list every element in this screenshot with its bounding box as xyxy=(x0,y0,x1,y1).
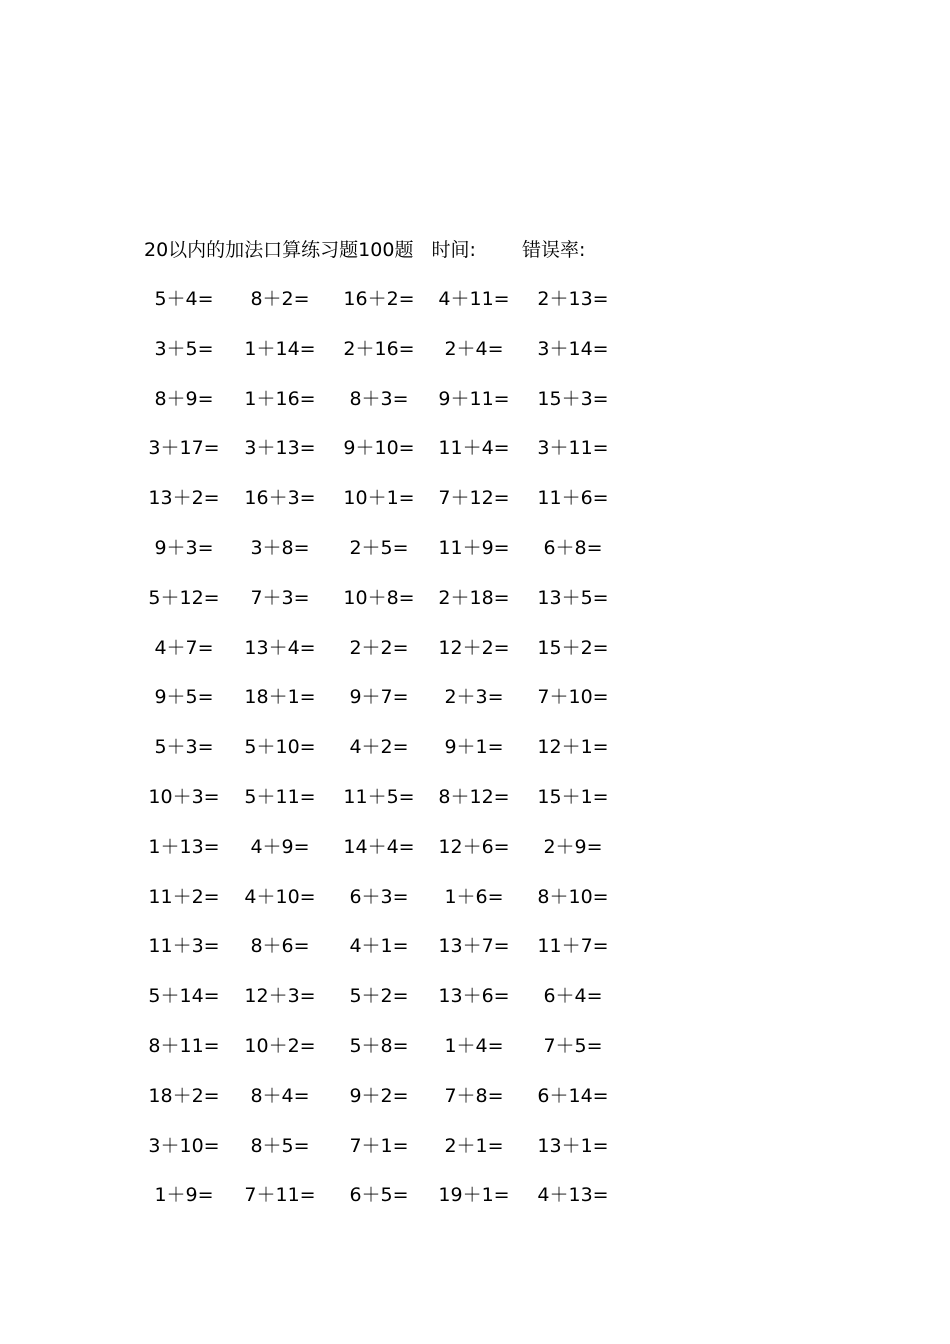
addition-problem: 3＋11= xyxy=(537,437,609,460)
addition-problem: 3＋10= xyxy=(148,1134,220,1157)
time-label: 时间: xyxy=(431,239,476,261)
addition-problem: 9＋3= xyxy=(154,537,214,559)
problem-row xyxy=(0,732,950,762)
addition-problem: 3＋8= xyxy=(250,537,310,559)
addition-problem: 5＋3= xyxy=(154,736,214,759)
addition-problem: 11＋3= xyxy=(148,935,220,958)
addition-problem: 19＋1= xyxy=(438,1184,510,1207)
addition-problem: 7＋12= xyxy=(438,487,510,510)
addition-problem: 2＋13= xyxy=(537,288,609,310)
addition-problem: 5＋14= xyxy=(148,985,220,1008)
addition-problem: 5＋2= xyxy=(349,985,409,1008)
addition-problem: 15＋1= xyxy=(537,786,609,808)
addition-problem: 12＋3= xyxy=(244,985,316,1008)
addition-problem: 13＋6= xyxy=(438,985,510,1008)
addition-problem: 4＋10= xyxy=(244,885,316,908)
addition-problem: 4＋13= xyxy=(537,1184,609,1207)
addition-problem: 1＋14= xyxy=(244,337,316,360)
problem-row xyxy=(0,384,950,414)
addition-problem: 3＋17= xyxy=(148,437,220,460)
addition-problem: 4＋2= xyxy=(349,736,409,759)
addition-problem: 7＋10= xyxy=(537,686,609,709)
addition-problem: 12＋1= xyxy=(537,736,609,759)
addition-problem: 10＋1= xyxy=(343,487,415,510)
problem-row xyxy=(0,981,950,1011)
addition-problem: 7＋1= xyxy=(349,1134,409,1157)
addition-problem: 9＋1= xyxy=(444,736,504,759)
addition-problem: 1＋4= xyxy=(444,1035,504,1057)
addition-problem: 2＋3= xyxy=(444,686,504,709)
addition-problem: 16＋2= xyxy=(343,288,415,310)
addition-problem: 16＋3= xyxy=(244,487,316,510)
problem-row xyxy=(0,882,950,912)
problem-row xyxy=(0,533,950,563)
addition-problem: 7＋11= xyxy=(244,1184,316,1207)
problem-row xyxy=(0,832,950,862)
addition-problem: 9＋2= xyxy=(349,1084,409,1107)
addition-problem: 6＋8= xyxy=(543,537,603,559)
addition-problem: 12＋6= xyxy=(438,835,510,858)
addition-problem: 2＋4= xyxy=(444,337,504,360)
addition-problem: 11＋7= xyxy=(537,935,609,958)
addition-problem: 2＋18= xyxy=(438,586,510,609)
problem-row xyxy=(0,433,950,463)
addition-problem: 9＋5= xyxy=(154,686,214,709)
addition-problem: 10＋8= xyxy=(343,586,415,609)
problem-row xyxy=(0,1131,950,1161)
addition-problem: 13＋4= xyxy=(244,636,316,659)
problem-row xyxy=(0,931,950,961)
addition-problem: 10＋2= xyxy=(244,1035,316,1057)
addition-problem: 15＋2= xyxy=(537,636,609,659)
addition-problem: 8＋9= xyxy=(154,387,214,410)
addition-problem: 5＋4= xyxy=(154,288,214,310)
addition-problem: 13＋2= xyxy=(148,487,220,510)
addition-problem: 2＋1= xyxy=(444,1134,504,1157)
addition-problem: 7＋5= xyxy=(543,1035,603,1057)
addition-problem: 3＋13= xyxy=(244,437,316,460)
addition-problem: 2＋5= xyxy=(349,537,409,559)
addition-problem: 8＋3= xyxy=(349,387,409,410)
addition-problem: 18＋1= xyxy=(244,686,316,709)
addition-problem: 13＋7= xyxy=(438,935,510,958)
addition-problem: 11＋2= xyxy=(148,885,220,908)
addition-problem: 4＋9= xyxy=(250,835,310,858)
problem-row xyxy=(0,1031,950,1061)
addition-problem: 8＋10= xyxy=(537,885,609,908)
addition-problem: 11＋5= xyxy=(343,786,415,808)
addition-problem: 8＋11= xyxy=(148,1035,220,1057)
addition-problem: 6＋4= xyxy=(543,985,603,1008)
addition-problem: 11＋9= xyxy=(438,537,510,559)
addition-problem: 2＋16= xyxy=(343,337,415,360)
addition-problem: 9＋7= xyxy=(349,686,409,709)
addition-problem: 11＋6= xyxy=(537,487,609,510)
addition-problem: 4＋11= xyxy=(438,288,510,310)
addition-problem: 6＋3= xyxy=(349,885,409,908)
error-rate-label: 错误率: xyxy=(521,239,586,261)
addition-problem: 9＋11= xyxy=(438,387,510,410)
addition-problem: 8＋12= xyxy=(438,786,510,808)
problem-row xyxy=(0,1081,950,1111)
addition-problem: 11＋4= xyxy=(438,437,510,460)
addition-problem: 7＋8= xyxy=(444,1084,504,1107)
addition-problem: 3＋14= xyxy=(537,337,609,360)
problem-row xyxy=(0,483,950,513)
addition-problem: 8＋2= xyxy=(250,288,310,310)
addition-problem: 3＋5= xyxy=(154,337,214,360)
addition-problem: 2＋9= xyxy=(543,835,603,858)
addition-problem: 2＋2= xyxy=(349,636,409,659)
addition-problem: 8＋6= xyxy=(250,935,310,958)
problem-row xyxy=(0,284,950,314)
addition-problem: 5＋11= xyxy=(244,786,316,808)
addition-problem: 8＋4= xyxy=(250,1084,310,1107)
addition-problem: 9＋10= xyxy=(343,437,415,460)
addition-problem: 10＋3= xyxy=(148,786,220,808)
addition-problem: 15＋3= xyxy=(537,387,609,410)
addition-problem: 12＋2= xyxy=(438,636,510,659)
problem-row xyxy=(0,782,950,812)
addition-problem: 5＋8= xyxy=(349,1035,409,1057)
addition-problem: 5＋10= xyxy=(244,736,316,759)
addition-problem: 1＋6= xyxy=(444,885,504,908)
worksheet-title: 20以内的加法口算练习题100题 xyxy=(144,239,414,261)
addition-problem: 13＋1= xyxy=(537,1134,609,1157)
addition-problem: 14＋4= xyxy=(343,835,415,858)
problem-row xyxy=(0,1180,950,1210)
problem-row xyxy=(0,334,950,364)
problem-row xyxy=(0,682,950,712)
addition-problem: 18＋2= xyxy=(148,1084,220,1107)
problem-row xyxy=(0,583,950,613)
addition-problem: 13＋5= xyxy=(537,586,609,609)
addition-problem: 6＋14= xyxy=(537,1084,609,1107)
addition-problem: 5＋12= xyxy=(148,586,220,609)
addition-problem: 8＋5= xyxy=(250,1134,310,1157)
addition-problem: 4＋1= xyxy=(349,935,409,958)
addition-problem: 6＋5= xyxy=(349,1184,409,1207)
addition-problem: 1＋16= xyxy=(244,387,316,410)
addition-problem: 7＋3= xyxy=(250,586,310,609)
addition-problem: 4＋7= xyxy=(154,636,214,659)
problem-row xyxy=(0,633,950,663)
addition-problem: 1＋9= xyxy=(154,1184,214,1207)
addition-problem: 1＋13= xyxy=(148,835,220,858)
